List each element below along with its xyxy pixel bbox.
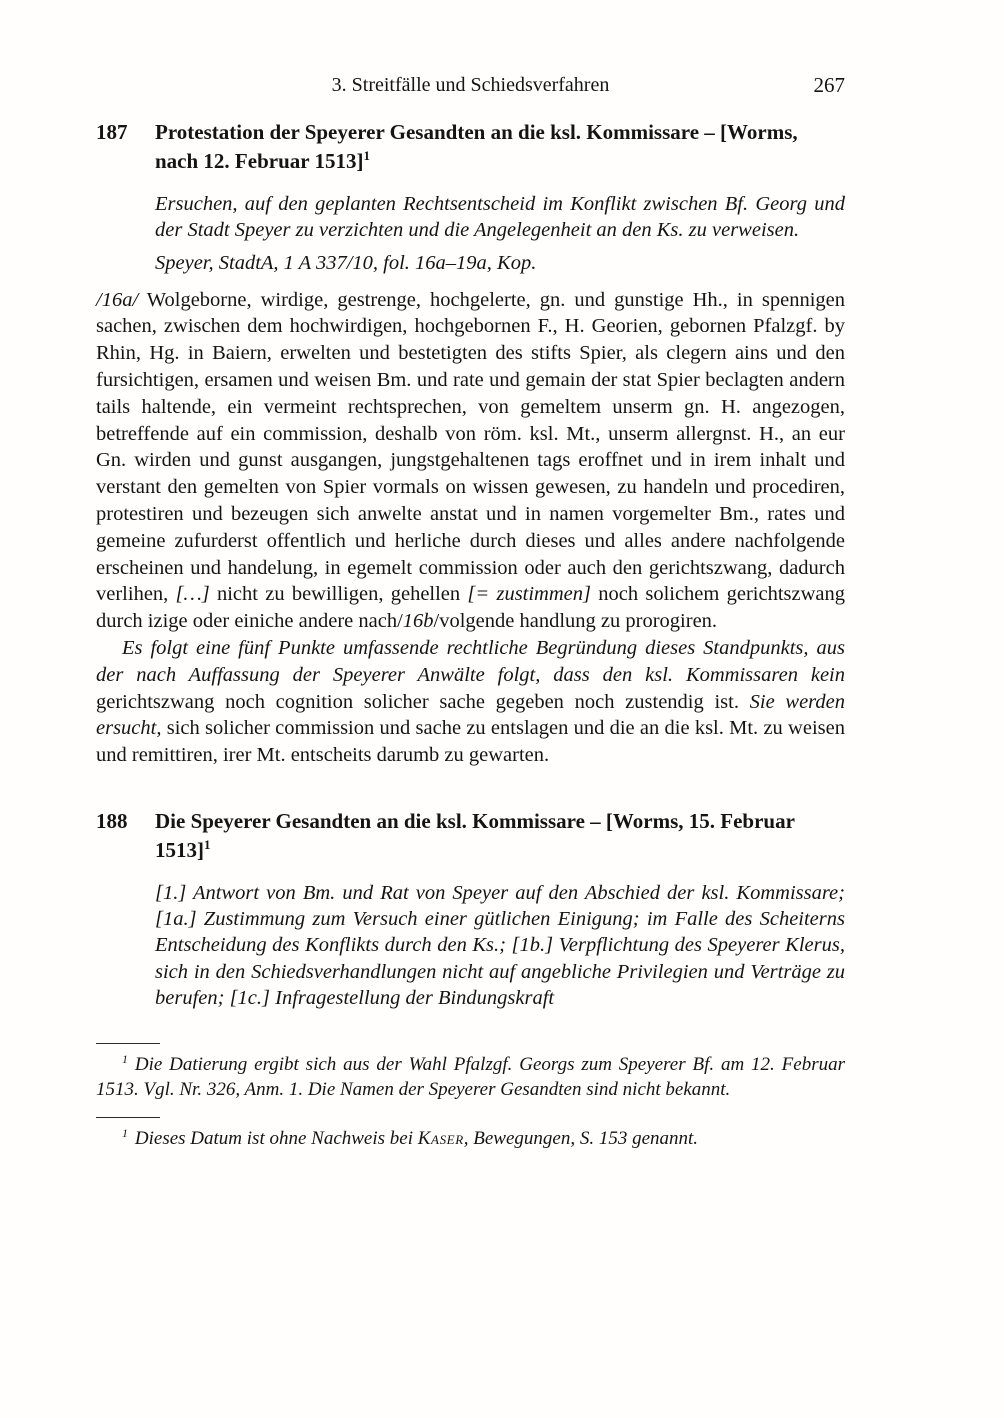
text-run: sich solicher commission und sache zu entslagen und die an die ksl. Mt. zu weisen und remittiren, irer Mt. entscheits darumb zu gewarten. (96, 717, 845, 767)
text-run: Es folgt eine fünf Punkte umfassende rechtliche Begründung dieses Standpunkts, aus der nach Auffassung der Speyerer Anwälte folgt, dass den ksl. Kommissaren kein (96, 636, 845, 686)
entry-187-number: 187 (96, 120, 128, 144)
text-run: nicht zu bewilligen, gehellen (209, 583, 468, 606)
footnote-2-marker: 1 (122, 1127, 128, 1141)
footnotes-area (96, 1043, 845, 1152)
entry-187-editorial-summary (96, 635, 845, 769)
footnote-separator-rule (96, 1117, 160, 1118)
text-run: Dieses Datum ist ohne Nachweis bei (134, 1128, 418, 1150)
footnote-entry-188 (96, 1126, 845, 1151)
text-run: /16a/ (96, 288, 139, 311)
entry-187 (96, 118, 845, 769)
text-run: Die Datierung ergibt sich aus der Wahl Pfalzgf. Georgs zum Speyerer Bf. am 12. Februar 1513. Vgl. Nr. 326, Anm. 1. Die Namen der Speyerer Gesandten sind nicht bekannt. (96, 1053, 845, 1101)
text-run: noch solichem gerichtszwang durch izige oder einiche andere nach/ (96, 583, 845, 633)
entry-188-heading (96, 807, 845, 865)
text-run: [= zustimmen] (467, 583, 591, 606)
entry-188-summary: [1.] Antwort von Bm. und Rat von Speyer auf den Abschied der ksl. Kommissare; [1a.] Zustimmung zum Versuch einer gütlichen Einigung; im Falle des Scheiterns Entscheidung des Konflikts durch den Ks.; [1b.] Verpflichtung des Speyerer Klerus, sich in den Schiedsverhandlungen nicht auf angebliche Privilegien und Verträge zu berufen; [1c.] Infragestellung der Bindungskraft (155, 881, 845, 1009)
text-run: Sie werden ersucht, (96, 690, 845, 740)
entry-187-footnote-marker: 1 (363, 148, 370, 163)
entry-187-title (155, 118, 845, 176)
footnote-separator-rule (96, 1043, 160, 1044)
text-run: 16b (402, 610, 434, 633)
entry-188-number: 188 (96, 808, 128, 833)
entry-187-source: Speyer, StadtA, 1 A 337/10, fol. 16a–19a, Kop. (155, 252, 537, 275)
running-head-section-title: 3. Streitfälle und Schiedsverfahren (331, 74, 610, 96)
entry-187-transcription (96, 287, 845, 635)
entry-187-title-text: Protestation der Speyerer Gesandten an die ksl. Kommissare – [Worms, nach 12. Februar 1513] (155, 120, 798, 173)
page-number: 267 (813, 73, 845, 97)
text-run: /volgende handlung zu prorogiren. (433, 610, 718, 633)
entry-187-summary: Ersuchen, auf den geplanten Rechtsentscheid im Konflikt zwischen Bf. Georg und der Stadt Speyer zu verzichten und die Angelegenheit an den Ks. zu verweisen. (155, 193, 845, 242)
footnote-1-text (96, 1054, 845, 1100)
text-run: gerichtszwang noch cognition solicher sache gegeben noch zustendig ist. (96, 690, 750, 713)
footnote-entry-187 (96, 1052, 845, 1102)
text-run: , Bewegungen, S. 153 genannt. (463, 1128, 699, 1150)
text-run: […] (175, 583, 210, 606)
text-run: Wolgeborne, wirdige, gestrenge, hochgelerte, gn. und gunstige Hh., in spennigen sachen, zwischen dem hochwirdigen, hochgebornen F., H. Georien, gebornen Pfalzgf. by Rhin, Hg. in Baiern, erwelten und bestetigten des stifts Spier, als clegern ains und den fursichtigen, ersamen und weisen Bm. und rate und gemain der stat Spier beclagten andern tails haltende, ein vermeint rechtsprechen, von gemeltem unserm gn. H. angezogen, betreffende auf ein commission, deshalb von röm. ksl. Mt., unserm allergnst. H., an eur Gn. wirden und gunst ausgangen, jungstgehaltenen tags eroffnet und in irem inhalt und verstant den gemelten von Spier vormals on wissen gewesen, zu handeln und procediren, protestiren und bezeugen sich anwelte anstat und in namen vorgemelter Bm., rates und gemeine zufurderst offentlich und herliche durch dieses und alles andere nachfolgende erscheinen und handelung, in egemelt commission oder auch den gerichtszwang, dadurch verlihen, (96, 288, 845, 606)
entry-188 (96, 807, 845, 1011)
entry-188-footnote-marker: 1 (204, 836, 211, 852)
footnote-2-text (135, 1128, 698, 1149)
text-run: Kaser (417, 1128, 464, 1150)
entry-187-heading (96, 118, 845, 176)
text-block (96, 0, 845, 1152)
running-head (96, 72, 845, 99)
entry-188-title-text: Die Speyerer Gesandten an die ksl. Kommissare – [Worms, 15. Februar 1513] (155, 808, 795, 862)
entry-188-title (155, 807, 845, 865)
footnote-1-marker: 1 (122, 1052, 128, 1066)
